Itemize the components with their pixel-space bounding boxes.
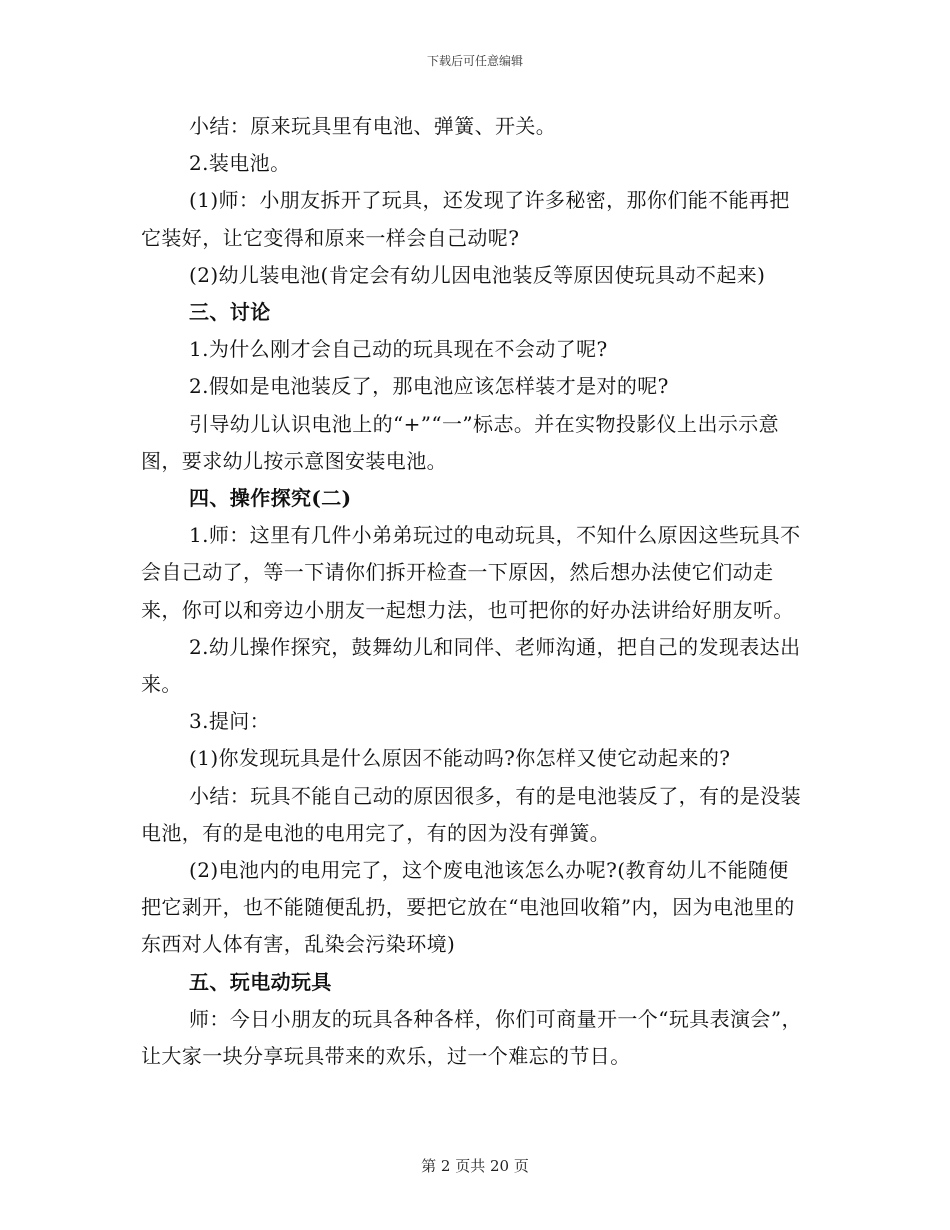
question-1-paragraph: (1)你发现玩具是什么原因不能动吗?你怎样又使它动起来的? xyxy=(189,746,731,771)
discussion-question-2: 2.假如是电池装反了，那电池应该怎样装才是对的呢? xyxy=(189,374,669,399)
exploration-step-3: 3.提问： xyxy=(189,709,271,734)
exploration-step-1: 1.师：这里有几件小弟弟玩过的电动玩具，不知什么原因这些玩具不会自己动了，等一下请你们拆开检查一下原因，然后想办法使它们动走来，你可以和旁边小朋友一起想力法，也可把你的好办法讲给好朋友听。 xyxy=(141,523,801,622)
document-body xyxy=(141,108,809,1075)
exploration-step-2: 2.幼儿操作探究，鼓舞幼儿和同伴、老师沟通，把自己的发现表达出来。 xyxy=(141,634,801,697)
summary-paragraph-2: 小结：玩具不能自己动的原因很多，有的是电池装反了，有的是没装电池，有的是电池的电用完了，有的因为没有弹簧。 xyxy=(141,783,801,845)
section-heading-play: 五、玩电动玩具 xyxy=(189,969,332,994)
summary-paragraph: 小结：原来玩具里有电池、弹簧、开关。 xyxy=(189,114,557,138)
section-heading-exploration: 四、操作探究(二) xyxy=(189,486,352,511)
teacher-question-paragraph: (1)师：小朋友拆开了玩具，还发现了许多秘密，那你们能不能再把它装好，让它变得和原来一样会自己动呢? xyxy=(141,188,790,250)
question-2-paragraph: (2)电池内的电用完了，这个废电池该怎么办呢?(教育幼儿不能随便把它剥开，也不能随便乱扔，要把它放在“电池回收箱”内，因为电池里的东西对人体有害，乱染会污染环境) xyxy=(141,858,795,957)
section-heading-discussion: 三、讨论 xyxy=(189,300,271,325)
discussion-question-1: 1.为什么刚才会自己动的玩具现在不会动了呢? xyxy=(189,337,608,362)
child-install-paragraph: (2)幼儿装电池(肯定会有幼儿因电池装反等原因使玩具动不起来) xyxy=(189,262,766,287)
page-header: 下载后可任意编辑 xyxy=(426,54,523,68)
page-footer: 第 2 页共 20 页 xyxy=(421,1157,529,1175)
closing-paragraph: 师：今日小朋友的玩具各种各样，你们可商量开一个“玩具表演会”，让大家一块分享玩具带来的欢乐，过一个难忘的节日。 xyxy=(141,1006,802,1069)
guide-paragraph: 引导幼儿认识电池上的“+”“一”标志。并在实物投影仪上出示示意图，要求幼儿按示意图安装电池。 xyxy=(141,411,780,473)
step-install-battery: 2.装电池。 xyxy=(189,151,291,176)
